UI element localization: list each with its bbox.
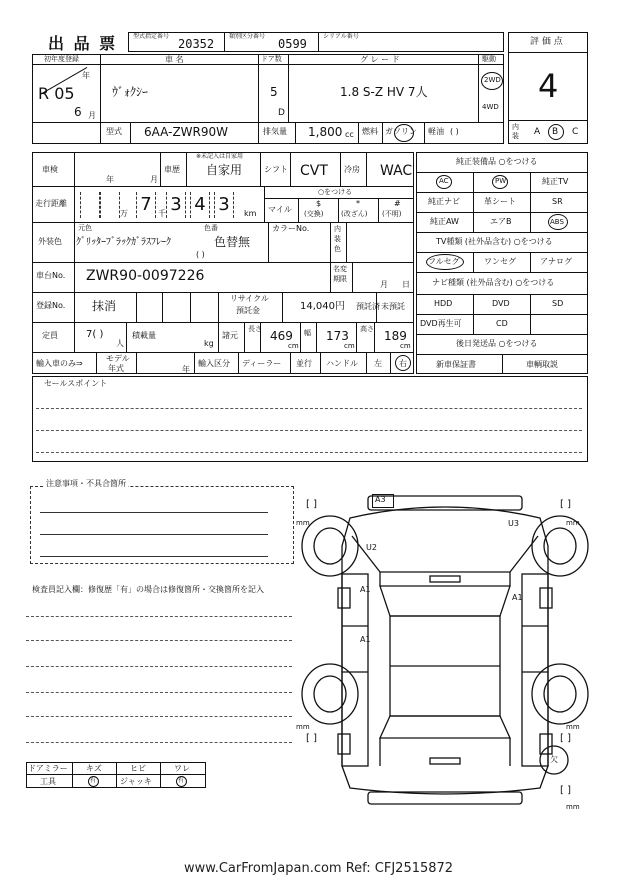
- exchange-mark: $: [316, 199, 322, 208]
- spare-mm: mm: [566, 803, 580, 811]
- kg-unit: kg: [204, 339, 214, 348]
- int-color-label-2: 装: [334, 235, 341, 243]
- recycle-label: リサイクル: [230, 294, 269, 303]
- reg-label: 登録No.: [36, 301, 66, 310]
- model-year-label-2: 年式: [108, 364, 124, 373]
- chassis-value: ZWR90-0097226: [86, 268, 205, 284]
- serial-label: シリアル番号: [323, 33, 359, 40]
- spare-mark: 欠: [550, 755, 558, 764]
- tire-fl-bracket: [ ]: [306, 499, 317, 510]
- model-cert-label: 型式指定番号: [133, 33, 170, 40]
- odometer-digit: 3: [214, 192, 234, 218]
- name-change-label-2: 期限: [333, 275, 347, 283]
- odometer-digit: 4: [190, 192, 210, 218]
- equip-airbag: エアB: [490, 217, 512, 226]
- jack-yes: 有: [178, 777, 185, 784]
- equip-ac: AC: [439, 177, 449, 185]
- width-label: 幅: [304, 329, 311, 337]
- tv-oneseg: ワンセグ: [484, 257, 516, 266]
- odometer-digit: [100, 192, 120, 218]
- navi-sd: SD: [552, 299, 564, 308]
- mark-a1-right: A1: [512, 593, 523, 602]
- color-no-label: 色番: [204, 224, 218, 232]
- score-label: 評 価 点: [530, 37, 563, 47]
- interior-c: C: [572, 127, 579, 137]
- doors-value: 5: [270, 85, 278, 99]
- name-change-month: 月: [380, 280, 388, 289]
- sheet-title: 出 品 票: [48, 34, 118, 53]
- first-reg-era: R 05: [38, 84, 75, 103]
- navi-label: ナビ種類 (社外品含む) ○をつける: [432, 278, 555, 287]
- navi-hdd: HDD: [434, 299, 453, 308]
- tire-fr-bracket: [ ]: [560, 499, 571, 510]
- dims-label: 諸元: [222, 331, 238, 340]
- tools-yes: 有: [90, 777, 97, 784]
- year-unit: 年: [82, 71, 90, 80]
- legend-scratch: キズ: [86, 764, 102, 773]
- first-reg-month: 6: [74, 105, 82, 119]
- month-unit: 月: [88, 111, 96, 120]
- color-no-field-label: カラーNo.: [272, 224, 310, 233]
- model-type-label: 型式: [106, 127, 122, 136]
- repaint-value: 色替無: [214, 235, 251, 249]
- drive-4wd: 4WD: [482, 103, 499, 111]
- mileage-label: 走行距離: [35, 199, 67, 208]
- handle-left: 左: [374, 359, 382, 368]
- car-name-label: 車 名: [165, 55, 184, 64]
- spare-bracket: [ ]: [560, 785, 571, 796]
- diesel-label: 軽油: [428, 127, 444, 136]
- equip-pw: PW: [495, 177, 507, 185]
- interior-b: B: [552, 127, 559, 137]
- tire-fr-mm: mm: [566, 519, 580, 527]
- recycle-label-2: 預託金: [236, 306, 260, 315]
- grade-value: 1.8 S-Z HV 7人: [340, 85, 428, 99]
- navi-cd: CD: [496, 319, 508, 328]
- man-unit: 万: [120, 209, 128, 218]
- length-value: 469: [270, 329, 293, 343]
- drive-2wd: 2WD: [484, 76, 501, 84]
- tire-rr-bracket: [ ]: [560, 733, 571, 744]
- legend-tools: 工具: [40, 777, 56, 786]
- caution-label: 注意事項・不具合箇所: [46, 479, 126, 488]
- odometer-digit: 7: [136, 192, 156, 218]
- km-unit: km: [244, 209, 257, 218]
- watermark: www.CarFromJapan.com Ref: CFJ2515872: [184, 861, 454, 876]
- length-label: 長さ: [248, 325, 262, 333]
- tire-rl-bracket: [ ]: [306, 733, 317, 744]
- mileage-circle-note: ○をつける: [318, 188, 353, 196]
- tire-rr-mm: mm: [566, 723, 580, 731]
- name-change-day: 日: [402, 280, 410, 289]
- interior-a: A: [534, 127, 541, 137]
- mark-u2: U2: [366, 543, 377, 552]
- dealer-option: ディーラー: [242, 359, 282, 368]
- capacity-value: 7( ): [86, 329, 104, 340]
- width-cm: cm: [344, 342, 355, 350]
- model-cert-value: 20352: [178, 37, 215, 51]
- int-color-label-1: 内: [334, 225, 341, 233]
- fuel-label: 燃料: [362, 127, 378, 136]
- doors-label: ドア数: [261, 55, 282, 63]
- capacity-label: 定員: [42, 331, 58, 340]
- mark-u3: U3: [508, 519, 519, 528]
- legend-mirror: ドアミラー: [28, 764, 68, 773]
- mile-label: マイル: [268, 205, 292, 214]
- history-note: ※未記入は自家用: [196, 153, 244, 160]
- orig-color-label: 元色: [78, 224, 92, 232]
- ext-color-label: 外装色: [38, 237, 62, 246]
- exchange-label: (交換): [304, 210, 324, 218]
- import-label: 輸入車のみ⇒: [36, 359, 83, 368]
- later-label: 後日発送品 ○をつける: [456, 339, 538, 348]
- legend-crack: ヒビ: [130, 764, 146, 773]
- tv-analog: アナログ: [540, 257, 572, 266]
- parallel-option: 並行: [296, 359, 312, 368]
- later-manual: 車輌取説: [526, 360, 558, 369]
- mark-a3: A3: [375, 495, 386, 504]
- door-type: D: [278, 108, 285, 118]
- sales-box: [32, 376, 588, 462]
- drive-label: 駆動: [482, 55, 496, 63]
- history-label: 車歴: [164, 165, 180, 174]
- equip-leather: 革シート: [484, 197, 516, 206]
- class-value: 0599: [278, 37, 307, 51]
- height-cm: cm: [400, 342, 411, 350]
- tire-fl-mm: mm: [296, 519, 310, 527]
- fuel-value: ガソリン: [385, 127, 417, 136]
- car-diagram: [290, 476, 600, 816]
- ac-label: 冷房: [344, 165, 360, 174]
- model-year-label: モデル: [106, 354, 130, 363]
- legend-jack: ジャッキ: [120, 777, 152, 786]
- model-type-value: 6AA-ZWR90W: [144, 125, 229, 139]
- load-label: 積載量: [132, 331, 156, 340]
- reg-value: 抹消: [92, 299, 117, 313]
- interior-label: 内: [512, 123, 519, 131]
- height-value: 189: [384, 329, 407, 343]
- genuine-label: 純正装備品 ○をつける: [456, 157, 538, 166]
- inspection-year-unit: 年: [106, 175, 114, 184]
- width-value: 173: [326, 329, 349, 343]
- name-change-label: 名変: [333, 265, 347, 273]
- car-name: ｳﾞｫｸｼｰ: [112, 85, 149, 99]
- mark-a1-left: A1: [360, 585, 371, 594]
- ac-value: WAC: [380, 163, 413, 179]
- diesel-bracket: ( ): [450, 127, 459, 136]
- length-cm: cm: [288, 342, 299, 350]
- modified-label: (改ざん): [341, 210, 368, 218]
- displacement-label: 排気量: [263, 127, 287, 136]
- import-type-label: 輸入区分: [198, 359, 230, 368]
- later-warranty: 新車保証書: [436, 360, 476, 369]
- sales-label: セールスポイント: [44, 379, 108, 388]
- sen-unit: 千: [158, 209, 166, 218]
- equip-abs: ABS: [550, 218, 564, 226]
- unknown-mark: #: [394, 199, 401, 208]
- recycle-value: 14,040円: [300, 301, 345, 312]
- grade-label: グ レ ー ド: [360, 55, 400, 64]
- shift-value: CVT: [300, 163, 328, 179]
- tire-rl-mm: mm: [296, 723, 310, 731]
- recycle-status-2: 未預託: [381, 302, 405, 311]
- modified-mark: *: [356, 199, 360, 208]
- equip-sr: SR: [552, 197, 563, 206]
- cc-unit: cc: [345, 130, 354, 139]
- chassis-label: 車台No.: [36, 271, 66, 280]
- int-color-label-3: 色: [334, 245, 341, 253]
- odometer-digit: [80, 192, 100, 218]
- color-name: ｸﾞﾘｯﾀｰﾌﾞﾗｯｸｶﾞﾗｽﾌﾚｰｸ: [76, 237, 171, 248]
- handle-right: 右: [399, 359, 407, 368]
- recycle-status: 預託済: [356, 302, 380, 311]
- equip-aw: 純正AW: [430, 217, 459, 226]
- person-unit: 人: [116, 339, 124, 348]
- history-value: 自家用: [206, 163, 243, 177]
- shift-label: シフト: [264, 165, 288, 174]
- tv-label: TV種類 (社外品含む) ○をつける: [436, 237, 553, 246]
- navi-dvd: DVD: [492, 299, 510, 308]
- inspection-month-unit: 月: [150, 175, 158, 184]
- interior-label-2: 装: [512, 132, 519, 140]
- inspector-label: 検査員記入欄：修復歴「有」の場合は修復箇所・交換箇所を記入: [32, 585, 264, 594]
- first-reg-label: 初年度登録: [44, 55, 79, 63]
- handle-label: ハンドル: [326, 359, 358, 368]
- inspection-label: 車検: [42, 165, 58, 174]
- unknown-label: (不明): [382, 210, 402, 218]
- displacement-value: 1,800: [308, 125, 343, 139]
- tv-fullseg: フルセグ: [428, 257, 460, 266]
- height-label: 高さ: [360, 325, 374, 333]
- equip-navi: 純正ナビ: [428, 197, 460, 206]
- odometer-digit: 3: [166, 192, 186, 218]
- caution-box: [30, 486, 294, 564]
- class-label: 類別区分番号: [229, 33, 266, 40]
- model-year-unit: 年: [182, 365, 190, 374]
- mark-a1-rear: A1: [360, 635, 371, 644]
- score-value: 4: [538, 67, 559, 105]
- equip-tv: 純正TV: [542, 177, 569, 186]
- legend-break: ワレ: [174, 764, 190, 773]
- color-paren: ( ): [196, 250, 205, 259]
- navi-dvd-play: DVD再生可: [420, 319, 462, 328]
